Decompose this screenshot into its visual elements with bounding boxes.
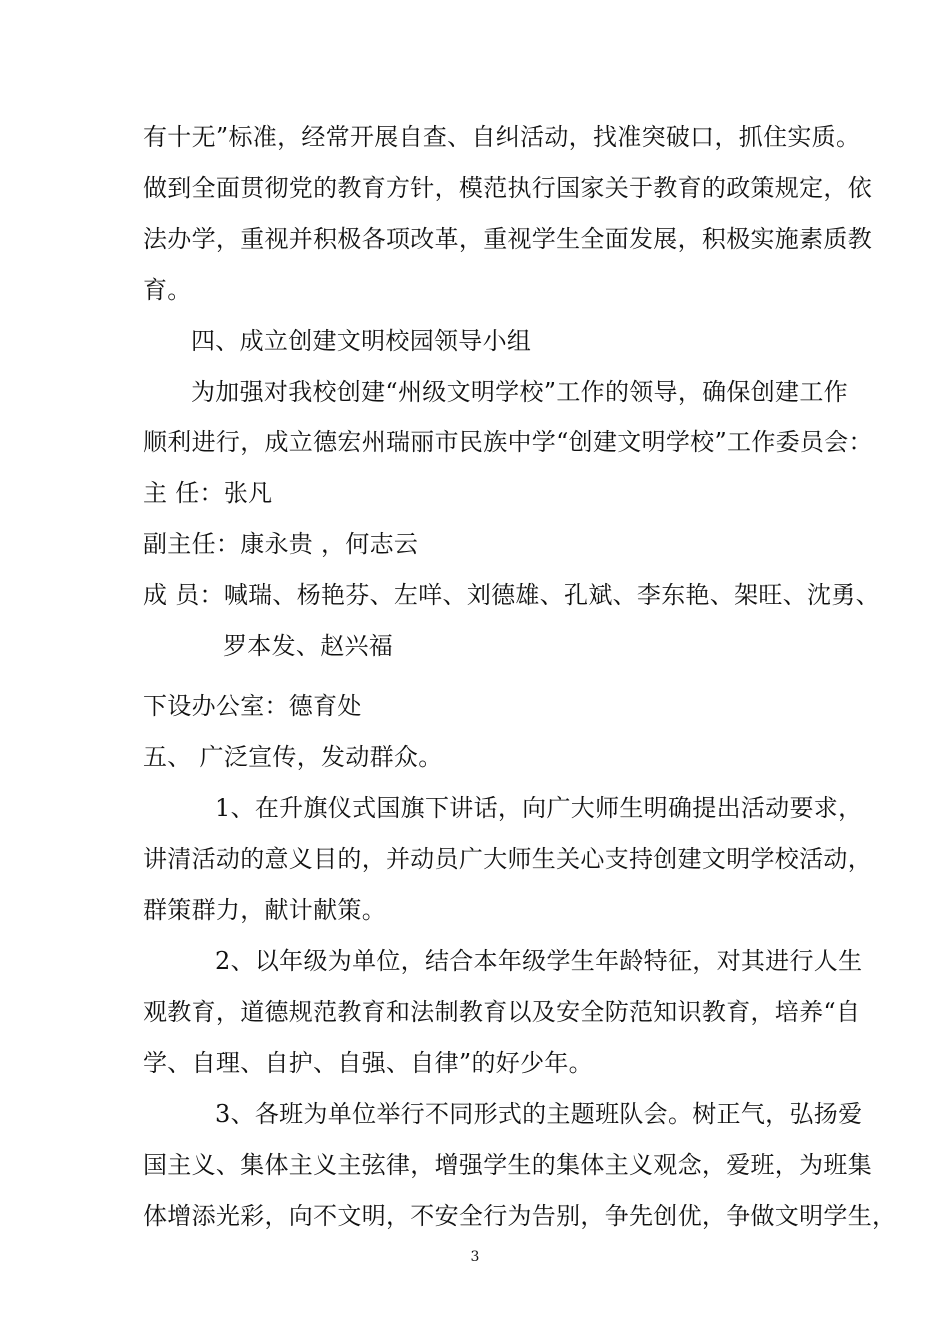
body-text-line: 学、自理、自护、自强、自律”的好少年。 <box>143 1049 593 1077</box>
body-text-line: 群策群力，献计献策。 <box>143 896 386 924</box>
body-text-line: 有十无”标准，经常开展自查、自纠活动，找准突破口，抓住实质。 <box>143 123 861 151</box>
body-text-line: 育。 <box>143 276 192 304</box>
committee-director: 主 任：张凡 <box>143 479 273 507</box>
page-number: 3 <box>470 1249 480 1265</box>
body-text-line: 为加强对我校创建“州级文明学校”工作的领导，确保创建工作 <box>191 378 848 406</box>
office-line: 下设办公室：德育处 <box>143 692 362 720</box>
committee-members: 成 员：喊瑞、杨艳芬、左咩、刘德雄、孔斌、李东艳、架旺、沈勇、 <box>143 581 880 609</box>
list-item-1: 1、在升旗仪式国旗下讲话，向广大师生明确提出活动要求， <box>215 794 863 822</box>
committee-deputy-director: 副主任：康永贵 ，何志云 <box>143 530 419 558</box>
section-heading-4: 四、成立创建文明校园领导小组 <box>191 327 532 355</box>
body-text-line: 国主义、集体主义主弦律，增强学生的集体主义观念，爱班，为班集 <box>143 1151 872 1179</box>
body-text-line: 讲清活动的意义目的，并动员广大师生关心支持创建文明学校活动， <box>143 845 872 873</box>
list-item-2: 2、以年级为单位，结合本年级学生年龄特征，对其进行人生 <box>215 947 863 975</box>
committee-members-continued: 罗本发、赵兴福 <box>223 632 394 660</box>
body-text-line: 体增添光彩，向不文明，不安全行为告别，争先创优，争做文明学生， <box>143 1202 897 1230</box>
body-text-line: 做到全面贯彻党的教育方针，模范执行国家关于教育的政策规定，依 <box>143 174 872 202</box>
list-item-3: 3、各班为单位举行不同形式的主题班队会。树正气，弘扬爱 <box>215 1100 863 1128</box>
body-text-line: 顺利进行，成立德宏州瑞丽市民族中学“创建文明学校”工作委员会： <box>143 428 873 456</box>
body-text-line: 观教育，道德规范教育和法制教育以及安全防范知识教育，培养“自 <box>143 998 861 1026</box>
section-heading-5: 五、 广泛宣传，发动群众。 <box>143 743 443 771</box>
body-text-line: 法办学，重视并积极各项改革，重视学生全面发展，积极实施素质教 <box>143 225 872 253</box>
